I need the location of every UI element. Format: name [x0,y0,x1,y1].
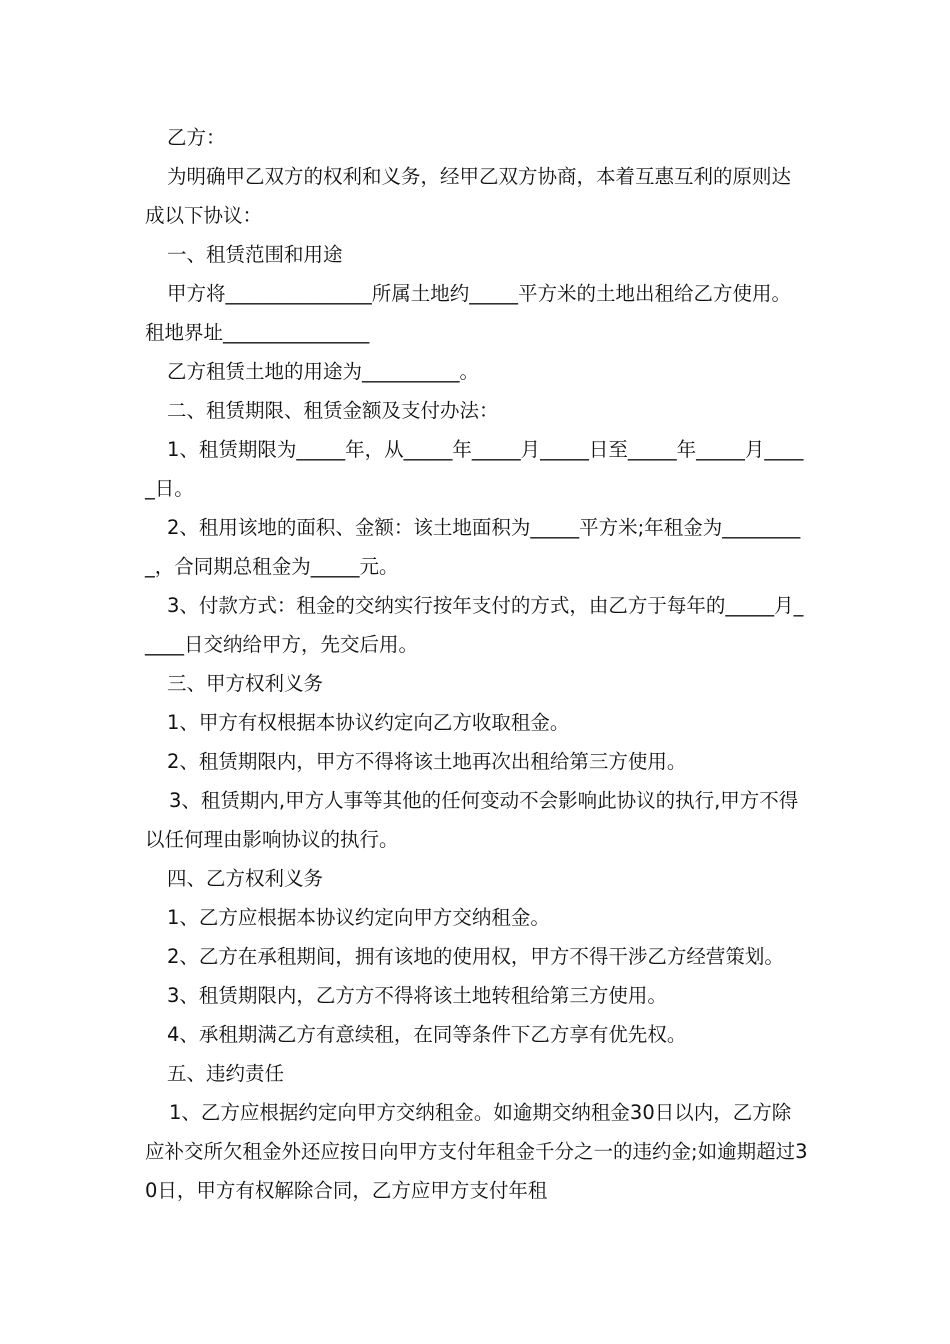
clause-paragraph: 1、租赁期限为_____年，从_____年_____月_____日至_____年_____月_____日。 [145,438,804,500]
preamble-paragraph: 为明确甲乙双方的权利和义务，经甲乙双方协商，本着互惠互利的原则达成以下协议： [145,165,792,227]
clause-paragraph: 3、租赁期限内，乙方方不得将该土地转租给第三方使用。 [167,984,667,1007]
document-body [145,118,810,1210]
clause-paragraph: 1、乙方应根据本协议约定向甲方交纳租金。 [167,906,550,929]
section-heading-5: 五、违约责任 [167,1062,285,1085]
clause-paragraph: 甲方将_______________所属土地约_____平方米的土地出租给乙方使用。租地界址_______________ [145,282,792,344]
clause-paragraph: 2、租用该地的面积、金额：该土地面积为_____平方米;年租金为_________，合同期总租金为_____元。 [145,516,801,578]
clause-paragraph: 4、承租期满乙方有意续租，在同等条件下乙方享有优先权。 [167,1023,687,1046]
clause-paragraph: 1、乙方应根据约定向甲方交纳租金。如逾期交纳租金30日以内，乙方除应补交所欠租金外还应按日向甲方支付年租金千分之一的违约金;如逾期超过30日，甲方有权解除合同，乙方应甲方支付年租 [145,1101,808,1202]
clause-paragraph: 1、甲方有权根据本协议约定向乙方收取租金。 [167,711,570,734]
section-heading-3: 三、甲方权利义务 [167,672,324,695]
section-heading-1: 一、租赁范围和用途 [167,243,343,266]
section-heading-2: 二、租赁期限、租赁金额及支付办法： [167,399,499,422]
clause-paragraph: 2、乙方在承租期间，拥有该地的使用权，甲方不得干涉乙方经营策划。 [167,945,784,968]
section-heading-4: 四、乙方权利义务 [167,867,324,890]
clause-paragraph: 3、租赁期内,甲方人事等其他的任何变动不会影响此协议的执行,甲方不得以任何理由影响协议的执行。 [145,789,799,851]
clause-paragraph: 乙方租赁土地的用途为__________。 [167,360,480,383]
clause-paragraph: 3、付款方式：租金的交纳实行按年支付的方式，由乙方于每年的_____月_____日交纳给甲方，先交后用。 [145,594,804,656]
clause-paragraph: 2、租赁期限内，甲方不得将该土地再次出租给第三方使用。 [167,750,687,773]
party-b-line: 乙方： [167,126,226,149]
